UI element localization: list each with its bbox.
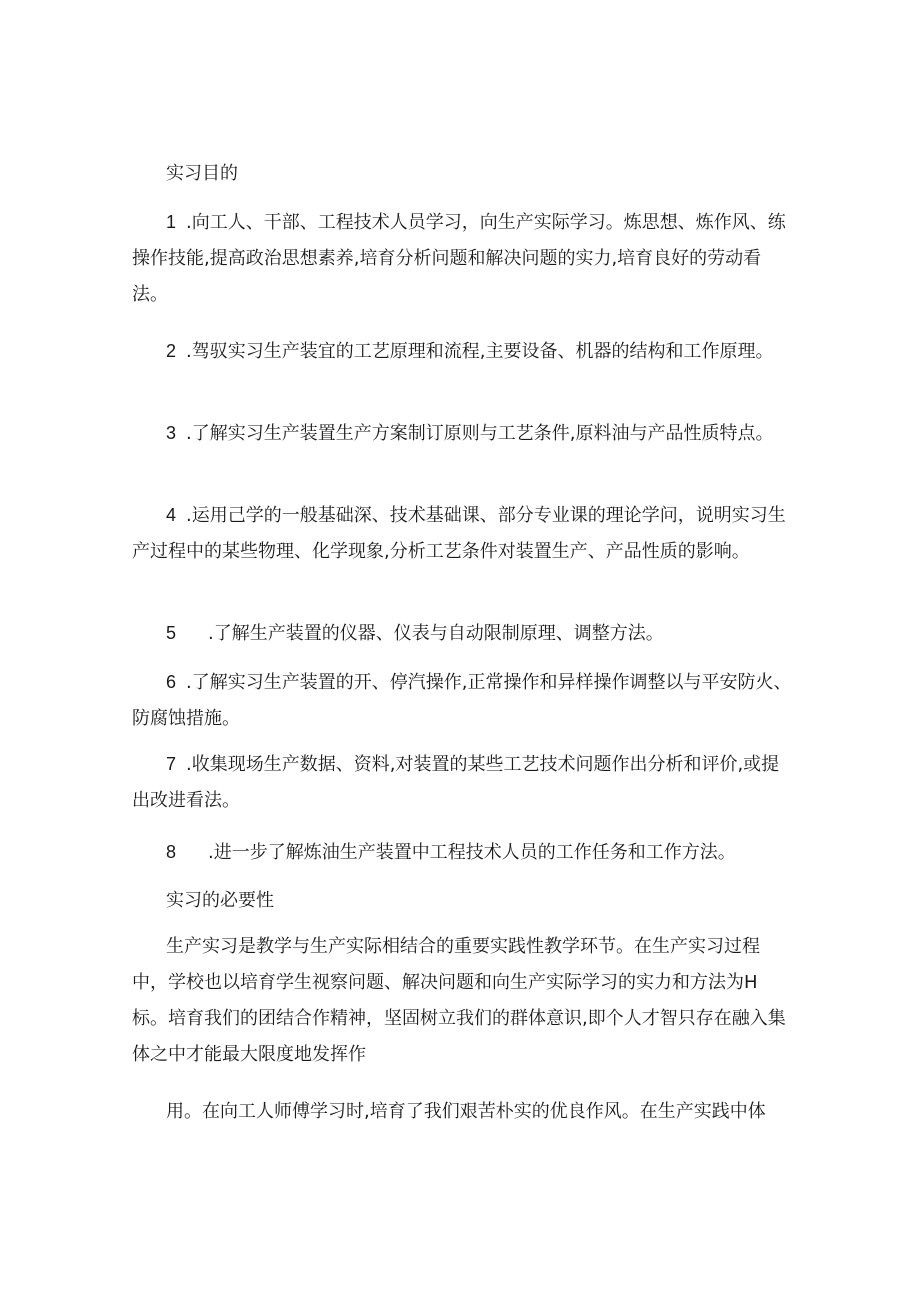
item-number: 2	[166, 341, 177, 361]
item-number: 6	[166, 672, 177, 692]
item-number: 4	[166, 505, 177, 525]
list-item	[132, 497, 792, 570]
item-text: .收集现场生产数据、资料,对装置的某些工艺技术问题作出分析和评价,或提出改进看法。	[132, 754, 780, 811]
purpose-heading: 实习目的	[166, 163, 238, 184]
necessity-heading: 实习的必要性	[166, 890, 274, 911]
item-number: 5	[166, 623, 177, 643]
list-item	[132, 746, 792, 819]
item-text: .了解实习生产装置的开、停汽操作,正常操作和异样操作调整以与平安防火、防腐蚀措施。	[132, 672, 792, 729]
item-text: .运用己学的一般基础深、技术基础课、部分专业课的理论学问，说明实习生产过程中的某些物理、化学现象,分析工艺条件对装置生产、产品性质的影响。	[132, 505, 786, 562]
item-text: .进一步了解炼油生产装置中工程技术人员的工作任务和工作方法。	[208, 842, 736, 863]
item-number: 3	[166, 423, 177, 443]
list-item	[132, 615, 792, 652]
item-text: .了解生产装置的仪器、仪表与自动限制原理、调整方法。	[208, 623, 664, 644]
list-item	[132, 204, 792, 313]
item-text: .驾驭实习生产装宜的工艺原理和流程,主要设备、机器的结构和工作原理。	[186, 341, 774, 362]
body-paragraph: 生产实习是教学与生产实际相结合的重要实践性教学环节。在生产实习过程中，学校也以培育学生视察问题、解决问题和向生产实际学习的实力和方法为H标。培育我们的团结合作精神，坚固树立我们的群体意识,即个人才智只存在融入集体之中才能最大限度地发挥作	[132, 936, 786, 1065]
item-text: .向工人、干部、工程技术人员学习，向生产实际学习。炼思想、炼作风、练操作技能,提高政治思想素养,培育分析问题和解决问题的实力,培育良好的劳动看法。	[132, 212, 786, 305]
body-paragraph: 用。在向工人师傅学习时,培育了我们艰苦朴实的优良作风。在生产实践中体	[166, 1101, 766, 1122]
item-number: 8	[166, 842, 177, 862]
item-number: 1	[166, 212, 177, 232]
list-item	[132, 415, 792, 452]
list-item	[132, 333, 792, 370]
list-item	[132, 834, 792, 871]
list-item	[132, 664, 792, 737]
item-text: .了解实习生产装置生产方案制订原则与工艺条件,原料油与产品性质特点。	[186, 423, 774, 444]
item-number: 7	[166, 754, 177, 774]
